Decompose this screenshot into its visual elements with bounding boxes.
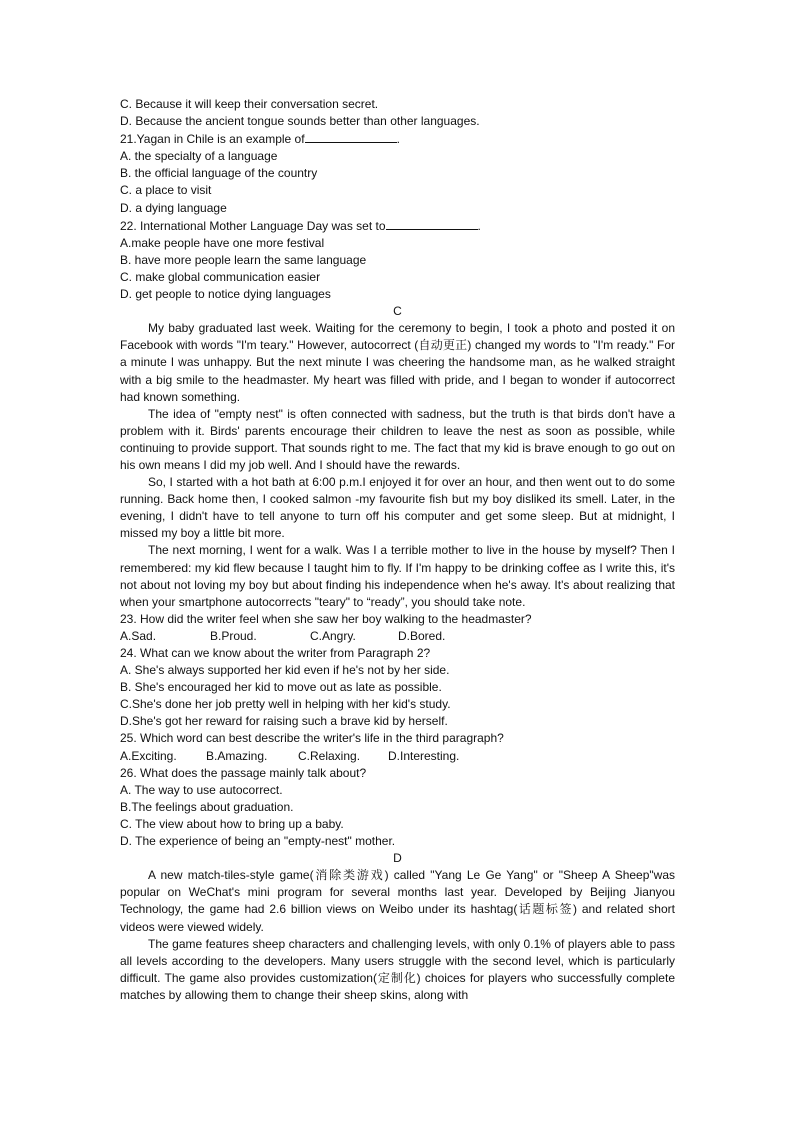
section-c-paragraph-2: The idea of "empty nest" is often connected with sadness, but the truth is that birds don't have a problem with it. Birds' parents encourage their children to leave the nest as soon as possible, while continuing to provide support. That sounds right to me. The fact that my kid is brave enough to go out on his own means I did my job well. And I should have the rewards.	[120, 406, 675, 472]
q24-option-a: A. She's always supported her kid even if he's not by her side.	[120, 663, 450, 678]
q21-option-a: A. the specialty of a language	[120, 149, 278, 164]
exam-page	[120, 96, 675, 1004]
q25-options	[120, 748, 675, 765]
q23-option-d: D.Bored.	[398, 628, 446, 643]
q23-option-a: A.Sad.	[120, 628, 157, 643]
q22-stem-text: 22. International Mother Language Day was set to	[120, 218, 386, 233]
q25-option-b: B.Amazing.	[206, 748, 268, 763]
q23-stem: 23. How did the writer feel when she saw her boy walking to the headmaster?	[120, 611, 532, 626]
section-d-paragraph-1: A new match-tiles-style game(消除类游戏) called "Yang Le Ge Yang" or "Sheep A Sheep"was popular on WeChat's mini program for several months last year. Developed by Beijing Jianyou Technology, the game had 2.6 billion views on Weibo under its hashtag(话题标签) and related short videos were viewed widely.	[120, 868, 675, 934]
answer-blank	[305, 130, 397, 143]
answer-blank	[386, 217, 478, 230]
q25-option-c: C.Relaxing.	[298, 748, 361, 763]
q25-option-a: A.Exciting.	[120, 748, 177, 763]
q26-option-c: C. The view about how to bring up a baby.	[120, 816, 344, 831]
q24-stem: 24. What can we know about the writer from Paragraph 2?	[120, 646, 431, 660]
q23-option-c: C.Angry.	[310, 628, 356, 643]
q25-option-d: D.Interesting.	[388, 748, 460, 763]
q24-option-c: C.She's done her job pretty well in helping with her kid's study.	[120, 697, 451, 712]
section-c-heading: C	[393, 304, 402, 319]
q22-option-d: D. get people to notice dying languages	[120, 287, 331, 302]
q21-stem	[120, 130, 675, 148]
q20-option-c: C. Because it will keep their conversation secret.	[120, 97, 379, 111]
section-c-paragraph-4: The next morning, I went for a walk. Was I a terrible mother to live in the house by myself? Then I remembered: my kid flew because I taught him to fly. If I'm happy to be drinking coffee as I write this, it's not about not loving my boy but about finding his independence when he's away. It's about realizing that when your smartphone autocorrects "teary" to “ready”, you should take note.	[120, 543, 675, 609]
q24-option-d: D.She's got her reward for raising such a brave kid by herself.	[120, 714, 448, 729]
q23-option-b: B.Proud.	[210, 628, 257, 643]
q22-stem	[120, 217, 675, 235]
section-c-paragraph-1: My baby graduated last week. Waiting for the ceremony to begin, I took a photo and posted it on Facebook with words "I'm teary." However, autocorrect (自动更正) changed my words to "I'm ready." For a minute I was unhappy. But the next minute I was cheering the handsome man, as he walked straight with a big smile to the headmaster. My heart was filled with pride, and I began to wonder if autocorrect had known something.	[120, 321, 675, 404]
q26-stem: 26. What does the passage mainly talk about?	[120, 765, 367, 780]
q21-stem-text: 21.Yagan in Chile is an example of	[120, 132, 305, 147]
q22-stem-end: .	[477, 218, 481, 233]
q26-option-b: B.The feelings about graduation.	[120, 799, 294, 814]
q21-stem-end: .	[396, 132, 400, 147]
q26-option-a: A. The way to use autocorrect.	[120, 782, 283, 797]
q23-options	[120, 628, 675, 645]
q26-option-d: D. The experience of being an "empty-nest" mother.	[120, 834, 396, 849]
section-d-heading: D	[393, 851, 402, 866]
q25-stem: 25. Which word can best describe the writer's life in the third paragraph?	[120, 731, 504, 746]
q22-option-b: B. have more people learn the same language	[120, 252, 367, 267]
q21-option-c: C. a place to visit	[120, 183, 212, 198]
q22-option-a: A.make people have one more festival	[120, 235, 325, 250]
section-d-paragraph-2: The game features sheep characters and challenging levels, with only 0.1% of players able to pass all levels according to the developers. Many users struggle with the second level, which is particularly difficult. The game also provides customization(定制化) choices for players who successfully complete matches by allowing them to change their sheep skins, along with	[120, 936, 675, 1002]
q21-option-b: B. the official language of the country	[120, 166, 318, 181]
q22-option-c: C. make global communication easier	[120, 269, 321, 284]
q21-option-d: D. a dying language	[120, 200, 227, 215]
section-c-paragraph-3: So, I started with a hot bath at 6:00 p.m.I enjoyed it for over an hour, and then went out to do some running. Back home then, I cooked salmon -my favourite fish but my boy disliked its smell. Later, in the evening, I didn't have to tell anyone to turn off his computer and get some sleep. But at midnight, I missed my boy a little bit more.	[120, 475, 675, 541]
q20-option-d: D. Because the ancient tongue sounds better than other languages.	[120, 114, 480, 129]
q24-option-b: B. She's encouraged her kid to move out as late as possible.	[120, 680, 442, 695]
